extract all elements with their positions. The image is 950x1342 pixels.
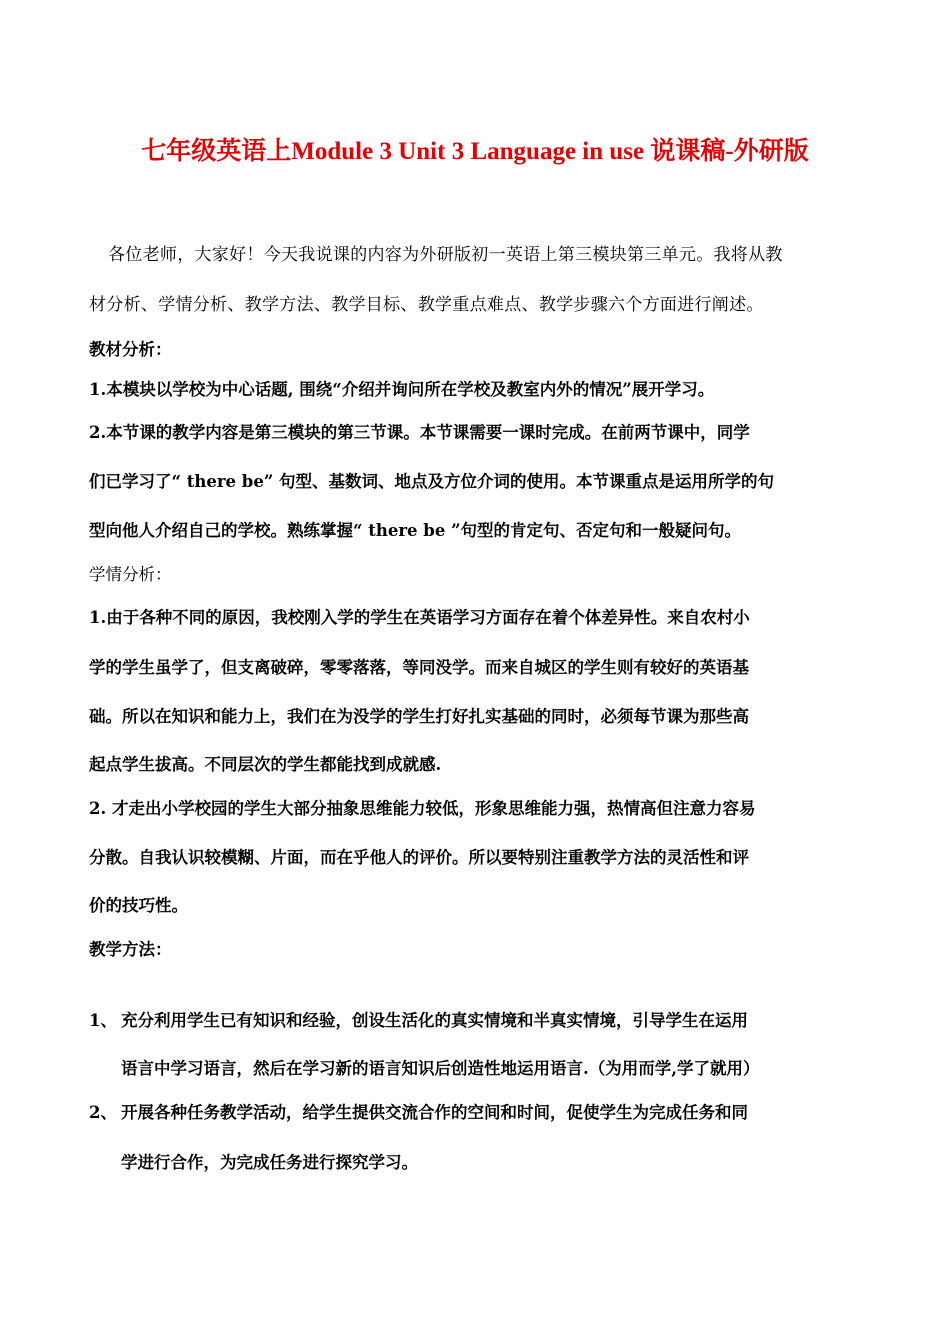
students-paragraph-2-line-2: 分散。自我认识较模糊、片面，而在乎他人的评价。所以要特别注重教学方法的灵活性和评 xyxy=(89,848,749,867)
materials-paragraph-1: 1.本模块以学校为中心话题, 围绕“介绍并询问所在学校及教室内外的情况”展开学习。 xyxy=(89,380,715,399)
method-item-1-number: 1、 xyxy=(89,1011,117,1030)
method-item-1-line-2: 语言中学习语言，然后在学习新的语言知识后创造性地运用语言.（为用而学,学了就用） xyxy=(121,1059,760,1078)
method-item-1-line-1: 充分利用学生已有知识和经验，创设生活化的真实情境和半真实情境，引导学生在运用 xyxy=(121,1011,748,1030)
students-paragraph-1-line-1: 1.由于各种不同的原因，我校刚入学的学生在英语学习方面存在着个体差异性。来自农村小 xyxy=(89,608,750,627)
materials-paragraph-2-line-2: 们已学习了“ there be” 句型、基数词、地点及方位介词的使用。本节课重点是运用所学的句 xyxy=(89,472,775,491)
students-paragraph-2-line-3: 价的技巧性。 xyxy=(89,896,188,915)
section-heading-methods: 教学方法： xyxy=(89,940,172,959)
students-paragraph-1-line-4: 起点学生拔高。不同层次的学生都能找到成就感. xyxy=(89,755,442,774)
students-paragraph-1-line-2: 学的学生虽学了，但支离破碎，零零落落，等同没学。而来自城区的学生则有较好的英语基 xyxy=(89,658,749,677)
materials-paragraph-2-line-1: 2.本节课的教学内容是第三模块的第三节课。本节课需要一课时完成。在前两节课中，同学 xyxy=(89,423,750,442)
section-heading-materials: 教材分析： xyxy=(89,340,172,359)
method-item-2-number: 2、 xyxy=(89,1103,117,1122)
document-title: 七年级英语上Module 3 Unit 3 Language in use 说课稿-外研版 xyxy=(141,138,809,165)
method-item-2-line-1: 开展各种任务教学活动，给学生提供交流合作的空间和时间，促使学生为完成任务和同 xyxy=(121,1103,748,1122)
materials-paragraph-2-line-3: 型向他人介绍自己的学校。熟练掌握“ there be ”句型的肯定句、否定句和一般疑问句。 xyxy=(89,521,742,540)
students-paragraph-1-line-3: 础。所以在知识和能力上，我们在为没学的学生打好扎实基础的同时，必须每节课为那些高 xyxy=(89,707,749,726)
students-paragraph-2-line-1: 2. 才走出小学校园的学生大部分抽象思维能力较低，形象思维能力强，热情高但注意力容易 xyxy=(89,799,756,818)
section-heading-students: 学情分析： xyxy=(89,565,172,584)
intro-line-2: 材分析、学情分析、教学方法、教学目标、教学重点难点、教学步骤六个方面进行阐述。 xyxy=(89,295,764,315)
method-item-2-line-2: 学进行合作，为完成任务进行探究学习。 xyxy=(121,1153,418,1172)
intro-line-1: 各位老师，大家好！今天我说课的内容为外研版初一英语上第三模块第三单元。我将从教 xyxy=(108,245,783,265)
